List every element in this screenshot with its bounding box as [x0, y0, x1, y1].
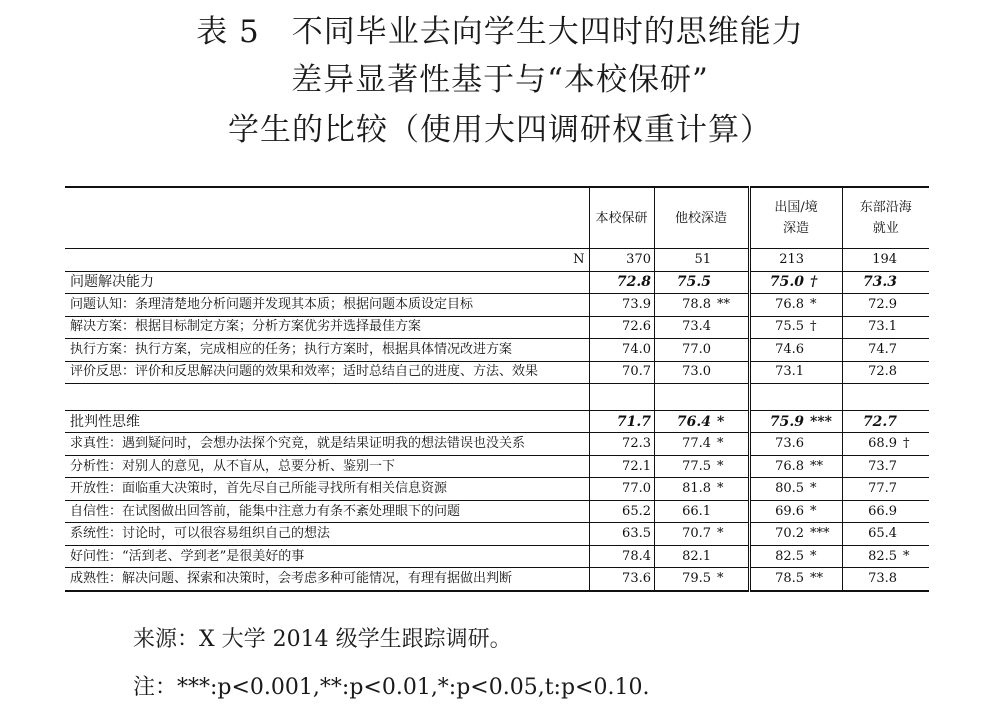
row-label: 问题解决能力 [65, 271, 589, 294]
table-row [65, 523, 929, 546]
table-title-line-3: 学生的比较（使用大四调研权重计算） [228, 112, 772, 148]
cell-value: 72.9 [842, 294, 900, 317]
col-header-4: 东部沿海 就业 [842, 187, 929, 249]
header-row [65, 187, 929, 249]
cell-value: 73.0 [654, 361, 714, 384]
table-row [65, 316, 929, 339]
category-row [65, 410, 929, 433]
table-row [65, 361, 929, 384]
cell-value: 76.8 [749, 294, 807, 317]
cell-value: 73.6 [589, 568, 654, 591]
significance-marker [900, 271, 929, 294]
significance-marker: ** [714, 294, 749, 317]
significance-marker [900, 455, 929, 478]
significance-marker: * [807, 545, 842, 568]
significance-marker: * [900, 545, 929, 568]
significance-marker [807, 433, 842, 456]
cell-value: 78.5 [749, 568, 807, 591]
cell-value: 74.0 [589, 339, 654, 362]
row-label: 系统性：讨论时，可以很容易组织自己的想法 [65, 523, 589, 546]
n-value-4: 194 [842, 249, 900, 272]
cell-value: 74.7 [842, 339, 900, 362]
cell-value: 66.9 [842, 500, 900, 523]
significance-marker [900, 478, 929, 501]
significance-marker [714, 316, 749, 339]
cell-value: 73.3 [842, 271, 900, 294]
cell-value: 82.1 [654, 545, 714, 568]
cell-value: 65.2 [589, 500, 654, 523]
row-label: 评价反思：评价和反思解决问题的效果和效率；适时总结自己的进度、方法、效果 [65, 361, 589, 384]
significance-marker [900, 568, 929, 591]
row-label: 开放性：面临重大决策时，首先尽自己所能寻找所有相关信息资源 [65, 478, 589, 501]
cell-value: 75.0 [749, 271, 807, 294]
category-row [65, 271, 929, 294]
significance-marker [900, 500, 929, 523]
significance-marker: *** [807, 410, 842, 433]
section-spacer-row [65, 384, 929, 411]
row-label: 自信性：在试图做出回答前，能集中注意力有条不紊处理眼下的问题 [65, 500, 589, 523]
cell-value: 73.7 [842, 455, 900, 478]
cell-value: 63.5 [589, 523, 654, 546]
cell-value: 72.8 [842, 361, 900, 384]
cell-value: 77.0 [654, 339, 714, 362]
cell-value: 78.4 [589, 545, 654, 568]
significance-marker: ** [807, 568, 842, 591]
cell-value: 73.4 [654, 316, 714, 339]
significance-marker [900, 316, 929, 339]
row-label: 执行方案：执行方案，完成相应的任务；执行方案时，根据具体情况改进方案 [65, 339, 589, 362]
table-row [65, 478, 929, 501]
significance-marker: * [714, 433, 749, 456]
cell-value: 73.9 [589, 294, 654, 317]
cell-value: 82.5 [749, 545, 807, 568]
cell-value: 72.3 [589, 433, 654, 456]
table-row [65, 545, 929, 568]
significance-marker [714, 500, 749, 523]
cell-value: 77.4 [654, 433, 714, 456]
significance-marker [900, 410, 929, 433]
significance-marker: * [807, 478, 842, 501]
row-label: 好问性：“活到老、学到老”是很美好的事 [65, 545, 589, 568]
significance-marker [714, 545, 749, 568]
col-header-3: 出国/境 深造 [749, 187, 842, 249]
cell-value: 69.6 [749, 500, 807, 523]
cell-value: 73.1 [842, 316, 900, 339]
significance-marker: * [714, 568, 749, 591]
row-label: 问题认知：条理清楚地分析问题并发现其本质；根据问题本质设定目标 [65, 294, 589, 317]
cell-value: 72.1 [589, 455, 654, 478]
cell-value: 77.7 [842, 478, 900, 501]
significance-marker: * [714, 523, 749, 546]
cell-value: 73.8 [842, 568, 900, 591]
cell-value: 71.7 [589, 410, 654, 433]
significance-marker: * [807, 500, 842, 523]
n-value-1: 370 [589, 249, 654, 272]
sample-size-row [65, 249, 929, 272]
significance-marker [807, 361, 842, 384]
row-label: 求真性：遇到疑问时，会想办法探个究竟，就是结果证明我的想法错误也没关系 [65, 433, 589, 456]
significance-marker [900, 339, 929, 362]
cell-value: 73.1 [749, 361, 807, 384]
cell-value: 80.5 [749, 478, 807, 501]
row-label: 批判性思维 [65, 410, 589, 433]
n-value-3: 213 [749, 249, 807, 272]
significance-marker: * [714, 478, 749, 501]
significance-marker: † [900, 433, 929, 456]
cell-value: 77.5 [654, 455, 714, 478]
cell-value: 78.8 [654, 294, 714, 317]
table-row [65, 568, 929, 591]
cell-value: 66.1 [654, 500, 714, 523]
significance-marker: † [807, 316, 842, 339]
significance-marker: *** [807, 523, 842, 546]
cell-value: 65.4 [842, 523, 900, 546]
table-title-line-1: 表 5 不同毕业去向学生大四时的思维能力 [196, 14, 804, 50]
cell-value: 75.9 [749, 410, 807, 433]
cell-value: 70.2 [749, 523, 807, 546]
significance-marker: * [807, 294, 842, 317]
comparison-table [65, 186, 929, 592]
significance-marker [714, 361, 749, 384]
table-row [65, 339, 929, 362]
significance-marker [714, 271, 749, 294]
cell-value: 77.0 [589, 478, 654, 501]
cell-value: 82.5 [842, 545, 900, 568]
row-label: 解决方案：根据目标制定方案；分析方案优劣并选择最佳方案 [65, 316, 589, 339]
cell-value: 70.7 [589, 361, 654, 384]
table-title-line-2: 差异显著性基于与“本校保研” [291, 62, 709, 98]
n-label: N [65, 249, 589, 272]
cell-value: 79.5 [654, 568, 714, 591]
col-header-1: 本校保研 [589, 187, 654, 249]
cell-value: 74.6 [749, 339, 807, 362]
significance-marker [900, 294, 929, 317]
cell-value: 76.8 [749, 455, 807, 478]
cell-value: 68.9 [842, 433, 900, 456]
significance-marker [807, 339, 842, 362]
cell-value: 81.8 [654, 478, 714, 501]
significance-marker: * [714, 455, 749, 478]
row-label: 分析性：对别人的意见，从不盲从，总要分析、鉴别一下 [65, 455, 589, 478]
cell-value: 75.5 [654, 271, 714, 294]
cell-value: 72.6 [589, 316, 654, 339]
significance-marker: ** [807, 455, 842, 478]
cell-value: 70.7 [654, 523, 714, 546]
cell-value: 73.6 [749, 433, 807, 456]
significance-marker: * [714, 410, 749, 433]
significance-marker: † [807, 271, 842, 294]
cell-value: 76.4 [654, 410, 714, 433]
table-row [65, 500, 929, 523]
significance-marker [900, 361, 929, 384]
table-row [65, 433, 929, 456]
row-label: 成熟性：解决问题、探索和决策时，会考虑多种可能情况，有理有据做出判断 [65, 568, 589, 591]
cell-value: 72.7 [842, 410, 900, 433]
n-value-2: 51 [654, 249, 714, 272]
table-row [65, 455, 929, 478]
source-note: 来源：X 大学 2014 级学生跟踪调研。 [133, 627, 512, 652]
significance-marker [900, 523, 929, 546]
table-row [65, 294, 929, 317]
cell-value: 72.8 [589, 271, 654, 294]
cell-value: 75.5 [749, 316, 807, 339]
significance-note: 注：***:p<0.001,**:p<0.01,*:p<0.05,t:p<0.10. [133, 675, 650, 700]
col-header-2: 他校深造 [654, 187, 749, 249]
significance-marker [714, 339, 749, 362]
